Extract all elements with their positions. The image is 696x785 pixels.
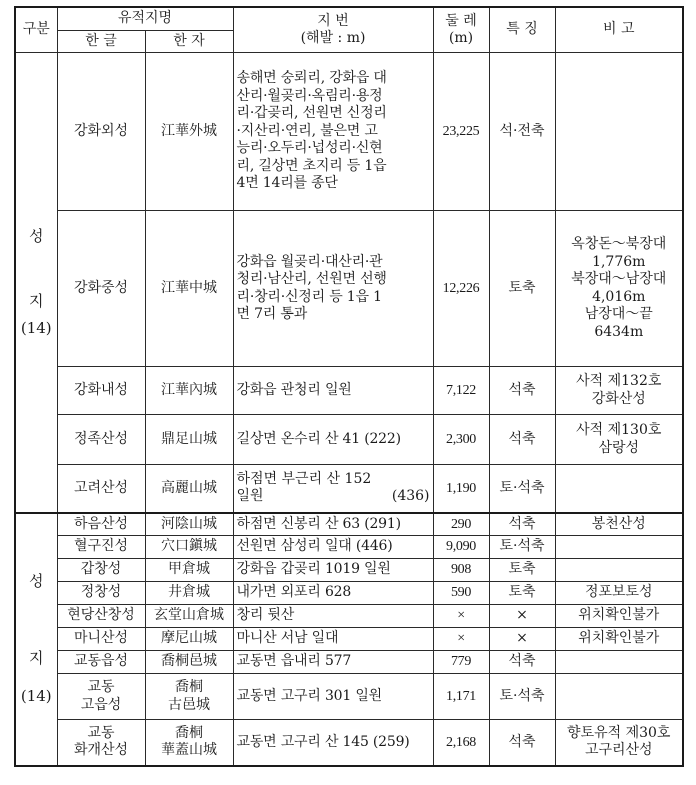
site-hanja: 高麗山城 xyxy=(145,465,233,513)
header-hanja: 한 자 xyxy=(145,30,233,53)
header-site-name: 유적지명 xyxy=(57,7,233,30)
site-hanja: 甲倉城 xyxy=(145,559,233,582)
site-length: 1,171 xyxy=(433,674,489,720)
site-note xyxy=(555,536,683,559)
site-note: 봉천산성 xyxy=(555,513,683,536)
table-row xyxy=(15,415,683,465)
site-hanja: 河陰山城 xyxy=(145,513,233,536)
site-feature: × xyxy=(489,628,555,651)
site-hangul: 교동 고읍성 xyxy=(57,674,145,720)
site-address: 하점면 신봉리 산 63 (291) xyxy=(233,513,433,536)
site-hanja: 江華內城 xyxy=(145,367,233,415)
site-hanja: 摩尼山城 xyxy=(145,628,233,651)
table-row xyxy=(15,513,683,536)
table-row xyxy=(15,367,683,415)
header-elevation: (해발 : m) xyxy=(300,30,366,46)
header-lot xyxy=(233,7,433,53)
site-table xyxy=(14,6,684,767)
site-hanja: 江華外城 xyxy=(145,53,233,211)
site-address: 강화읍 관청리 일원 xyxy=(233,367,433,415)
site-hanja: 玄堂山倉城 xyxy=(145,605,233,628)
site-address-line2: 일원 xyxy=(236,488,264,505)
site-hangul: 강화중성 xyxy=(57,211,145,367)
category-line1: 성 xyxy=(29,227,44,246)
site-address: 강화읍 갑곶리 1019 일원 xyxy=(233,559,433,582)
site-hangul: 교동읍성 xyxy=(57,651,145,674)
site-hanja: 鼎足山城 xyxy=(145,415,233,465)
site-hangul: 갑창성 xyxy=(57,559,145,582)
site-hanja: 井倉城 xyxy=(145,582,233,605)
site-feature: 석축 xyxy=(489,720,555,766)
table-row xyxy=(15,211,683,367)
site-length: 908 xyxy=(433,559,489,582)
header-row-1 xyxy=(15,7,683,30)
site-hangul: 정족산성 xyxy=(57,415,145,465)
header-remarks: 비 고 xyxy=(555,7,683,53)
category-cell xyxy=(15,53,57,513)
table-row xyxy=(15,536,683,559)
site-address-elevation: (436) xyxy=(391,488,430,505)
category-line2: 지 xyxy=(29,291,44,310)
site-hangul: 강화내성 xyxy=(57,367,145,415)
site-note: 정포보토성 xyxy=(555,582,683,605)
table-row xyxy=(15,559,683,582)
site-address: 마니산 서남 일대 xyxy=(233,628,433,651)
site-feature: 석축 xyxy=(489,367,555,415)
site-length: 23,225 xyxy=(433,53,489,211)
site-feature: 석·전축 xyxy=(489,53,555,211)
site-note: 사적 제132호 강화산성 xyxy=(555,367,683,415)
site-address: 길상면 온수리 산 41 (222) xyxy=(233,415,433,465)
site-address-line1: 하점면 부근리 산 152 xyxy=(236,470,372,487)
site-hangul: 현당산창성 xyxy=(57,605,145,628)
site-address: 교동면 고구리 산 145 (259) xyxy=(233,720,433,766)
site-feature: 토·석축 xyxy=(489,465,555,513)
site-feature: 석축 xyxy=(489,415,555,465)
site-note xyxy=(555,559,683,582)
site-length: 2,300 xyxy=(433,415,489,465)
site-hangul: 교동 화개산성 xyxy=(57,720,145,766)
site-note: 위치확인불가 xyxy=(555,605,683,628)
category-count: (14) xyxy=(20,318,52,337)
site-feature: 토·석축 xyxy=(489,536,555,559)
site-note: 옥창돈～북장대 1,776m 북장대～남장대 4,016m 남장대～끝 6434m xyxy=(555,211,683,367)
site-note xyxy=(555,465,683,513)
site-hanja: 喬桐 古邑城 xyxy=(145,674,233,720)
table-row xyxy=(15,53,683,211)
header-hangul: 한 글 xyxy=(57,30,145,53)
site-feature: × xyxy=(489,605,555,628)
site-hanja: 喬桐邑城 xyxy=(145,651,233,674)
site-feature: 토축 xyxy=(489,582,555,605)
site-address: 교동면 읍내리 577 xyxy=(233,651,433,674)
header-unit: (m) xyxy=(448,30,474,46)
site-hangul: 정창성 xyxy=(57,582,145,605)
header-circumference-label: 둘 레 xyxy=(445,12,477,29)
site-length: 9,090 xyxy=(433,536,489,559)
site-address: 교동면 고구리 301 일원 xyxy=(233,674,433,720)
site-feature: 석축 xyxy=(489,513,555,536)
site-length: 7,122 xyxy=(433,367,489,415)
table-row xyxy=(15,582,683,605)
site-hangul: 고려산성 xyxy=(57,465,145,513)
category-line1: 성 xyxy=(29,571,44,590)
site-address: 창리 뒷산 xyxy=(233,605,433,628)
table-row xyxy=(15,605,683,628)
table-row xyxy=(15,720,683,766)
site-feature: 토축 xyxy=(489,559,555,582)
site-address xyxy=(233,465,433,513)
category-cell xyxy=(15,513,57,766)
site-hangul: 강화외성 xyxy=(57,53,145,211)
site-hangul: 혈구진성 xyxy=(57,536,145,559)
category-line2: 지 xyxy=(29,648,44,667)
site-feature: 토축 xyxy=(489,211,555,367)
site-length: 779 xyxy=(433,651,489,674)
site-address: 송해면 숭뢰리, 강화읍 대 산리·월곶리·옥림리·용정 리·갑곶리, 선원면 신정리 ·지산리·연리, 불은면 고 능리·오두리·넙성리·신현 리, 길상면 초지리 등 1읍 4면 14리를 종단 xyxy=(233,53,433,211)
table-row xyxy=(15,651,683,674)
table-row xyxy=(15,674,683,720)
site-hanja: 穴口鎭城 xyxy=(145,536,233,559)
site-length: × xyxy=(433,605,489,628)
site-note: 위치확인불가 xyxy=(555,628,683,651)
site-feature: 석축 xyxy=(489,651,555,674)
site-length: × xyxy=(433,628,489,651)
category-count: (14) xyxy=(20,687,52,706)
site-address: 선원면 삼성리 일대 (446) xyxy=(233,536,433,559)
site-length: 1,190 xyxy=(433,465,489,513)
header-feature: 특 징 xyxy=(489,7,555,53)
site-note: 사적 제130호 삼랑성 xyxy=(555,415,683,465)
site-note xyxy=(555,53,683,211)
site-hanja: 喬桐 華蓋山城 xyxy=(145,720,233,766)
site-hangul: 하음산성 xyxy=(57,513,145,536)
header-circumference xyxy=(433,7,489,53)
site-hangul: 마니산성 xyxy=(57,628,145,651)
site-address: 강화읍 월곶리·대산리·관 청리·남산리, 선원면 선행 리·창리·신정리 등 1읍 1 면 7리 통과 xyxy=(233,211,433,367)
header-lot-label: 지 번 xyxy=(317,12,349,29)
site-note: 향토유적 제30호 고구리산성 xyxy=(555,720,683,766)
site-length: 12,226 xyxy=(433,211,489,367)
header-category: 구분 xyxy=(15,7,57,53)
site-note xyxy=(555,651,683,674)
table-row xyxy=(15,628,683,651)
site-feature: 토·석축 xyxy=(489,674,555,720)
site-length: 2,168 xyxy=(433,720,489,766)
site-address: 내가면 외포리 628 xyxy=(233,582,433,605)
site-length: 290 xyxy=(433,513,489,536)
site-length: 590 xyxy=(433,582,489,605)
site-hanja: 江華中城 xyxy=(145,211,233,367)
table-row xyxy=(15,465,683,513)
site-note xyxy=(555,674,683,720)
